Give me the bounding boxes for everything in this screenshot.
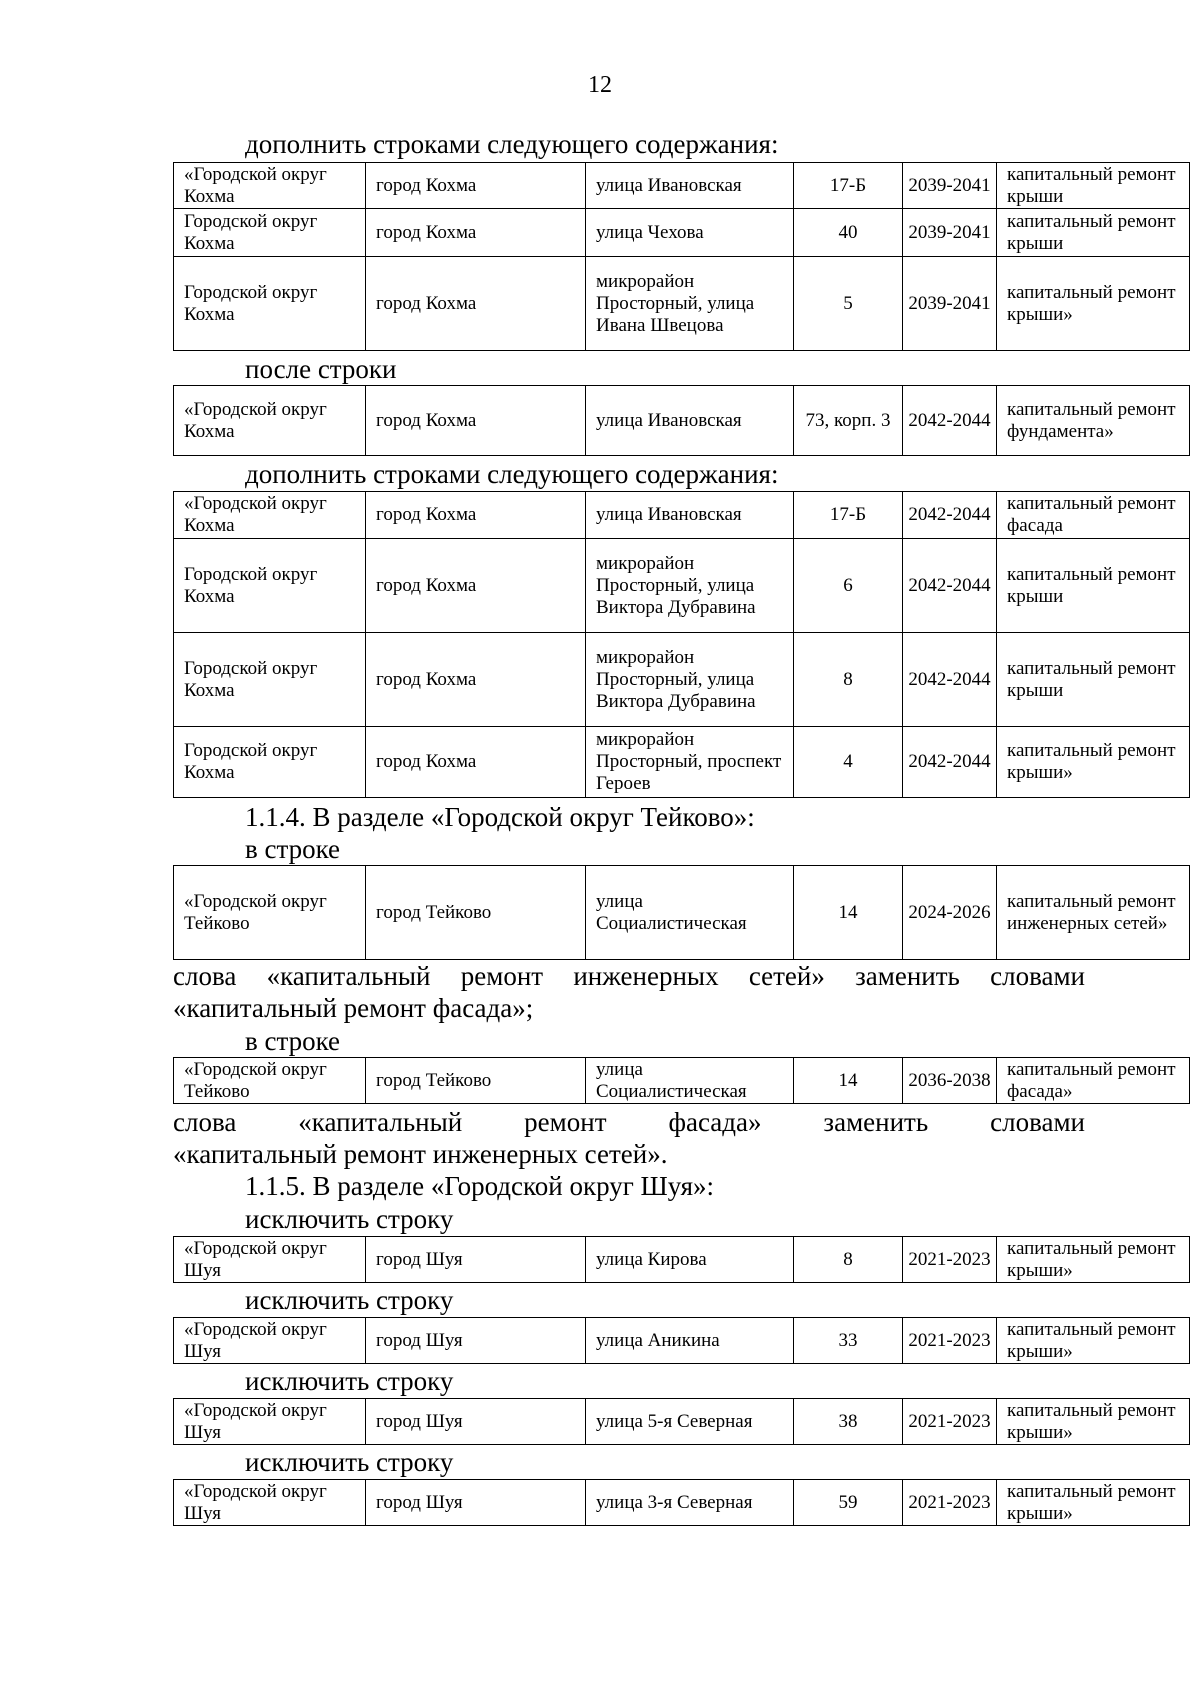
instruction-exclude-row: исключить строку	[245, 1366, 454, 1396]
municipality-cell: «Городской округ Шуя	[174, 1237, 366, 1283]
work-type-cell: капитальный ремонт крыши	[997, 163, 1190, 209]
period-cell: 2021-2023	[903, 1318, 997, 1364]
work-type-cell: капитальный ремонт крыши»	[997, 1480, 1190, 1526]
settlement-cell: город Кохма	[366, 633, 586, 727]
table-shuya-kirova	[173, 1236, 1190, 1283]
table-row	[174, 492, 1190, 539]
work-type-cell: капитальный ремонт фасада	[997, 492, 1190, 539]
table-row	[174, 539, 1190, 633]
house-number-cell: 33	[794, 1318, 903, 1364]
street-cell: улица Ивановская	[586, 163, 794, 209]
municipality-cell: «Городской округ Кохма	[174, 492, 366, 539]
settlement-cell: город Кохма	[366, 492, 586, 539]
period-cell: 2021-2023	[903, 1399, 997, 1445]
table-row	[174, 1480, 1190, 1526]
settlement-cell: город Шуя	[366, 1318, 586, 1364]
page-number: 12	[588, 72, 612, 98]
street-cell: улица Социалистическая	[586, 866, 794, 960]
work-type-cell: капитальный ремонт инженерных сетей»	[997, 866, 1190, 960]
work-type-cell: капитальный ремонт крыши	[997, 539, 1190, 633]
instruction-add-rows: дополнить строками следующего содержания:	[245, 459, 779, 489]
instruction-in-row: в строке	[245, 1026, 341, 1056]
work-type-cell: капитальный ремонт фундамента»	[997, 386, 1190, 456]
work-type-cell: капитальный ремонт крыши»	[997, 1318, 1190, 1364]
table-shuya-3-severnaya	[173, 1479, 1190, 1526]
table-kohma-add-roof	[173, 162, 1190, 351]
table-kohma-foundation	[173, 385, 1190, 456]
settlement-cell: город Шуя	[366, 1237, 586, 1283]
house-number-cell: 14	[794, 866, 903, 960]
work-type-cell: капитальный ремонт крыши»	[997, 1399, 1190, 1445]
work-type-cell: капитальный ремонт крыши	[997, 633, 1190, 727]
settlement-cell: город Кохма	[366, 257, 586, 351]
house-number-cell: 8	[794, 633, 903, 727]
municipality-cell: «Городской округ Тейково	[174, 866, 366, 960]
settlement-cell: город Шуя	[366, 1399, 586, 1445]
house-number-cell: 17-Б	[794, 163, 903, 209]
period-cell: 2021-2023	[903, 1480, 997, 1526]
table-row	[174, 1237, 1190, 1283]
settlement-cell: город Тейково	[366, 1058, 586, 1104]
period-cell: 2024-2026	[903, 866, 997, 960]
street-cell: улица Ивановская	[586, 386, 794, 456]
house-number-cell: 5	[794, 257, 903, 351]
instruction-in-row: в строке	[245, 834, 341, 864]
table-kohma-add-facade-roof	[173, 491, 1190, 798]
period-cell: 2036-2038	[903, 1058, 997, 1104]
house-number-cell: 73, корп. 3	[794, 386, 903, 456]
work-type-cell: капитальный ремонт фасада»	[997, 1058, 1190, 1104]
table-row	[174, 163, 1190, 209]
instruction-exclude-row: исключить строку	[245, 1285, 454, 1315]
replace-instruction-line2: «капитальный ремонт фасада»;	[173, 993, 534, 1023]
replace-instruction-line2: «капитальный ремонт инженерных сетей».	[173, 1139, 668, 1169]
work-type-cell: капитальный ремонт крыши»	[997, 257, 1190, 351]
work-type-cell: капитальный ремонт крыши	[997, 209, 1190, 257]
work-type-cell: капитальный ремонт крыши»	[997, 1237, 1190, 1283]
street-cell: улица Кирова	[586, 1237, 794, 1283]
replace-instruction-line1: слова «капитальный ремонт инженерных сетей» заменить словами	[173, 961, 1085, 991]
work-type-cell: капитальный ремонт крыши»	[997, 727, 1190, 798]
period-cell: 2042-2044	[903, 539, 997, 633]
settlement-cell: город Кохма	[366, 539, 586, 633]
table-row	[174, 209, 1190, 257]
street-cell: микрорайон Просторный, проспект Героев	[586, 727, 794, 798]
municipality-cell: Городской округ Кохма	[174, 727, 366, 798]
house-number-cell: 59	[794, 1480, 903, 1526]
street-cell: микрорайон Просторный, улица Виктора Дубравина	[586, 633, 794, 727]
period-cell: 2039-2041	[903, 257, 997, 351]
table-teikovo-networks	[173, 865, 1190, 960]
street-cell: улица Социалистическая	[586, 1058, 794, 1104]
municipality-cell: Городской округ Кохма	[174, 209, 366, 257]
table-row	[174, 386, 1190, 456]
settlement-cell: город Кохма	[366, 386, 586, 456]
municipality-cell: Городской округ Кохма	[174, 633, 366, 727]
table-shuya-5-severnaya	[173, 1398, 1190, 1445]
street-cell: улица 3-я Северная	[586, 1480, 794, 1526]
table-row	[174, 727, 1190, 798]
municipality-cell: «Городской округ Шуя	[174, 1480, 366, 1526]
period-cell: 2021-2023	[903, 1237, 997, 1283]
table-row	[174, 633, 1190, 727]
settlement-cell: город Шуя	[366, 1480, 586, 1526]
period-cell: 2042-2044	[903, 633, 997, 727]
table-row	[174, 1399, 1190, 1445]
table-row	[174, 866, 1190, 960]
section-heading-teikovo: 1.1.4. В разделе «Городской округ Тейково»:	[245, 802, 755, 832]
street-cell: микрорайон Просторный, улица Ивана Швецова	[586, 257, 794, 351]
municipality-cell: «Городской округ Кохма	[174, 163, 366, 209]
table-row	[174, 1058, 1190, 1104]
municipality-cell: «Городской округ Тейково	[174, 1058, 366, 1104]
municipality-cell: «Городской округ Кохма	[174, 386, 366, 456]
table-row	[174, 257, 1190, 351]
period-cell: 2039-2041	[903, 163, 997, 209]
house-number-cell: 4	[794, 727, 903, 798]
house-number-cell: 6	[794, 539, 903, 633]
house-number-cell: 14	[794, 1058, 903, 1104]
table-teikovo-facade	[173, 1057, 1190, 1104]
municipality-cell: Городской округ Кохма	[174, 257, 366, 351]
table-shuya-anikina	[173, 1317, 1190, 1364]
street-cell: улица Чехова	[586, 209, 794, 257]
period-cell: 2042-2044	[903, 727, 997, 798]
settlement-cell: город Тейково	[366, 866, 586, 960]
instruction-after-row: после строки	[245, 354, 397, 384]
house-number-cell: 38	[794, 1399, 903, 1445]
street-cell: улица Ивановская	[586, 492, 794, 539]
house-number-cell: 8	[794, 1237, 903, 1283]
street-cell: улица Аникина	[586, 1318, 794, 1364]
period-cell: 2042-2044	[903, 492, 997, 539]
street-cell: микрорайон Просторный, улица Виктора Дубравина	[586, 539, 794, 633]
settlement-cell: город Кохма	[366, 209, 586, 257]
instruction-exclude-row: исключить строку	[245, 1447, 454, 1477]
section-heading-shuya: 1.1.5. В разделе «Городской округ Шуя»:	[245, 1171, 715, 1201]
house-number-cell: 17-Б	[794, 492, 903, 539]
instruction-add-rows: дополнить строками следующего содержания:	[245, 129, 779, 159]
instruction-exclude-row: исключить строку	[245, 1204, 454, 1234]
table-row	[174, 1318, 1190, 1364]
settlement-cell: город Кохма	[366, 727, 586, 798]
period-cell: 2039-2041	[903, 209, 997, 257]
settlement-cell: город Кохма	[366, 163, 586, 209]
house-number-cell: 40	[794, 209, 903, 257]
municipality-cell: «Городской округ Шуя	[174, 1399, 366, 1445]
municipality-cell: «Городской округ Шуя	[174, 1318, 366, 1364]
street-cell: улица 5-я Северная	[586, 1399, 794, 1445]
municipality-cell: Городской округ Кохма	[174, 539, 366, 633]
replace-instruction-line1: слова «капитальный ремонт фасада» заменить словами	[173, 1107, 1085, 1137]
period-cell: 2042-2044	[903, 386, 997, 456]
